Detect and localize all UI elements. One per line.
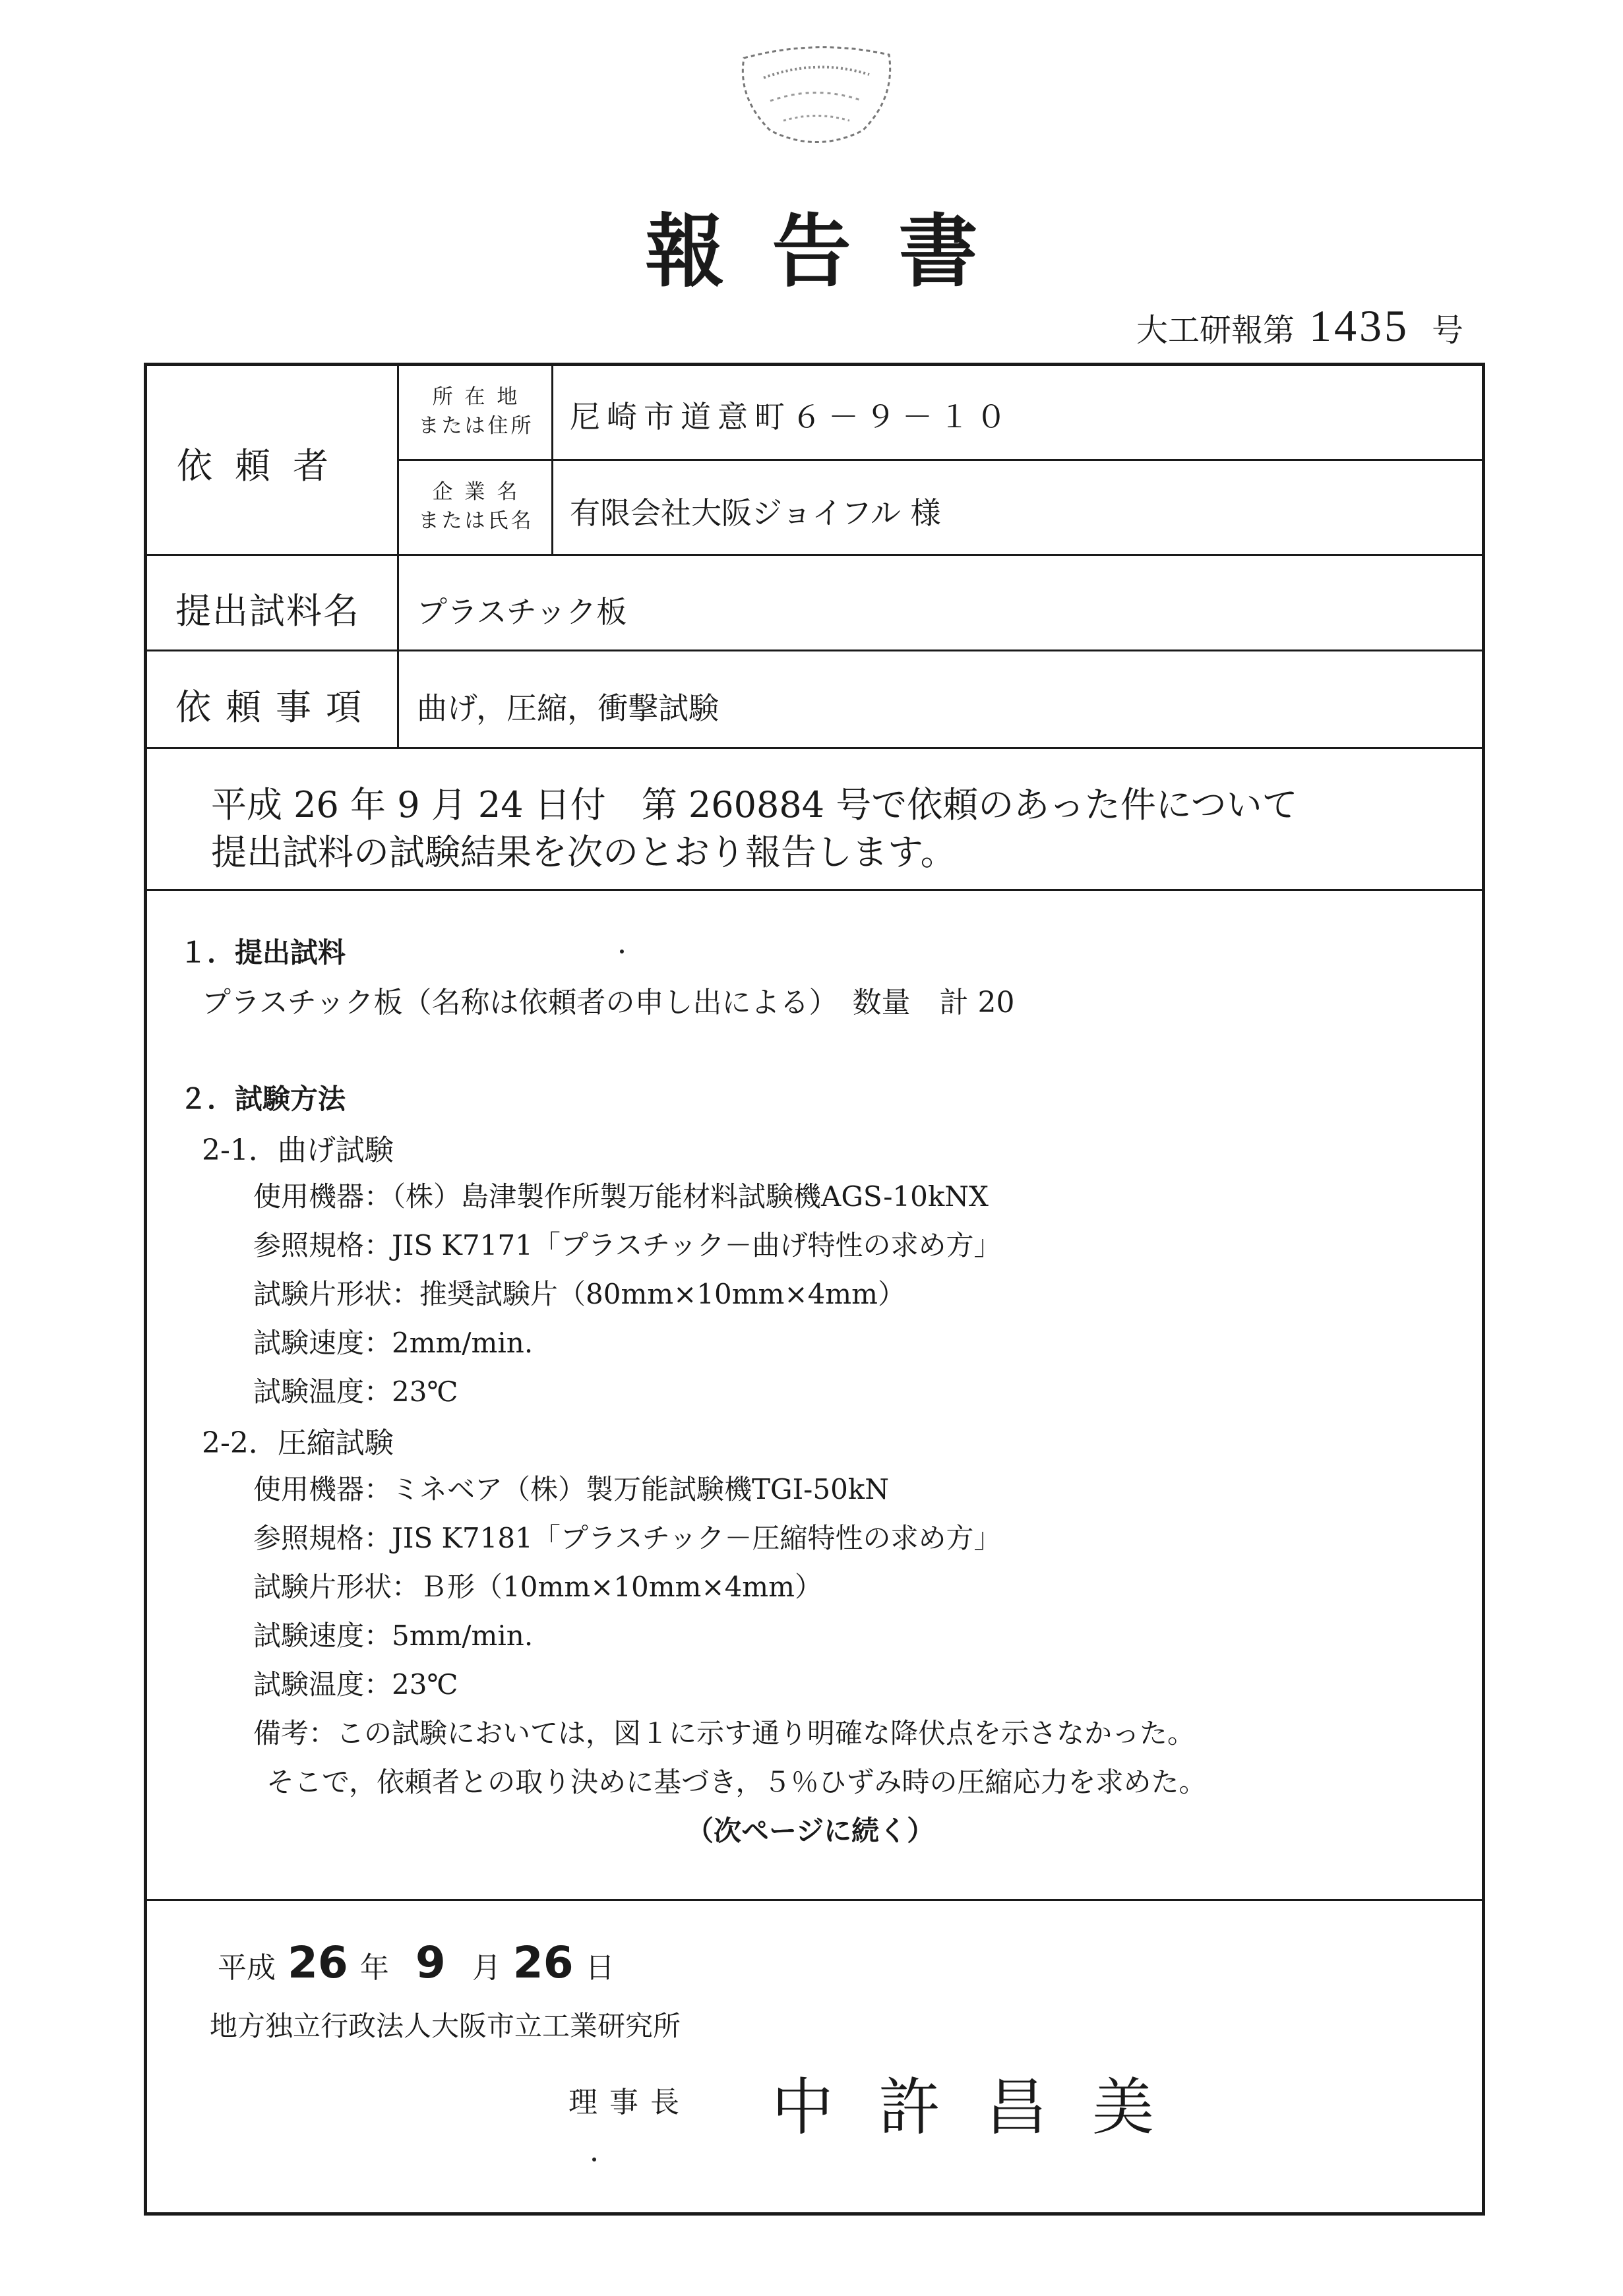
issue-day: 26 (512, 1937, 574, 1988)
divider (144, 650, 1485, 651)
section-2-1-shape: 試験片形状：推奨試験片（80mm×10mm×4mm） (253, 1278, 905, 1310)
section-2-2-standard: 参照規格：JIS K7181「プラスチック－圧縮特性の求め方」 (253, 1522, 1002, 1554)
divider (144, 1899, 1485, 1901)
director-title: 理事長 (568, 2086, 691, 2119)
speck (592, 2158, 596, 2161)
director-name: 中許昌美 (772, 2072, 1200, 2144)
client-name: 有限会社大阪ジョイフル 様 (570, 495, 941, 531)
issue-day-unit: 日 (585, 1951, 615, 1985)
section-2-1-speed: 試験速度：2mm/min. (253, 1327, 534, 1359)
section-2-1-standard: 参照規格：JIS K7171「プラスチック－曲げ特性の求め方」 (253, 1229, 1002, 1261)
request-items-label: 依頼事項 (175, 686, 376, 728)
divider (397, 363, 399, 748)
divider (144, 747, 1485, 749)
issue-era: 平成 (218, 1951, 276, 1985)
client-address: 尼崎市道意町６－９－１０ (570, 399, 1013, 435)
continued-notice: （次ページに続く） (686, 1815, 935, 1847)
section-2-2-title: 2-2．圧縮試験 (202, 1426, 394, 1460)
request-statement-line1: 平成 26 年 9 月 24 日付 第 260884 号で依頼のあった件について (211, 784, 1298, 826)
section-2-2-equipment: 使用機器：ミネベア（株）製万能試験機TGI-50kN (253, 1473, 889, 1505)
issue-year: 26 (288, 1937, 348, 1988)
issue-month: 9 (415, 1937, 446, 1988)
section-2-2-note-line2: そこで，依頼者との取り決めに基づき，５％ひずみ時の圧縮応力を求めた。 (266, 1766, 1207, 1798)
sample-value: プラスチック板 (417, 594, 627, 630)
report-number (1136, 300, 1463, 352)
address-label: 所 在 地 または住所 (418, 385, 534, 438)
document-title: 報告書 (645, 206, 1026, 298)
divider (144, 889, 1485, 891)
request-items-value: 曲げ，圧縮，衝撃試験 (417, 690, 720, 726)
divider (398, 459, 1485, 461)
report-number-value: 1435 (1308, 301, 1409, 351)
institute-name: 地方独立行政法人大阪市立工業研究所 (210, 2010, 681, 2042)
client-label: 依頼者 (177, 445, 351, 487)
issue-month-unit: 月 (472, 1951, 501, 1985)
section-2-1-title: 2-1．曲げ試験 (202, 1133, 394, 1167)
section-2-2-note-line1: 備考：この試験においては，図１に示す通り明確な降伏点を示さなかった。 (253, 1717, 1196, 1749)
name-label: 企 業 名 または氏名 (418, 480, 534, 533)
seal-stamp (731, 38, 902, 150)
section-2-2-shape: 試験片形状：Ｂ形（10mm×10mm×4mm） (253, 1571, 822, 1603)
report-number-suffix: 号 (1431, 312, 1463, 349)
section-2-2-speed: 試験速度：5mm/min. (253, 1619, 534, 1652)
section-2-2-temperature: 試験温度：23℃ (253, 1668, 458, 1701)
sample-label: 提出試料名 (175, 590, 360, 632)
section-2-title: ２．試験方法 (179, 1083, 346, 1115)
issue-date (218, 1937, 615, 1988)
speck (620, 950, 624, 953)
divider (551, 363, 553, 555)
request-statement-line2: 提出試料の試験結果を次のとおり報告します。 (211, 831, 956, 873)
report-number-prefix: 大工研報第 (1136, 312, 1295, 349)
divider (144, 554, 1485, 556)
issue-year-unit: 年 (359, 1951, 389, 1985)
section-2-1-equipment: 使用機器：（株）島津製作所製万能材料試験機AGS-10kNX (253, 1180, 989, 1213)
section-2-1-temperature: 試験温度：23℃ (253, 1375, 458, 1408)
section-1-line: プラスチック板（名称は依頼者の申し出による） 数量 計 20 (202, 986, 1015, 1019)
section-1-title: １．提出試料 (179, 936, 346, 969)
